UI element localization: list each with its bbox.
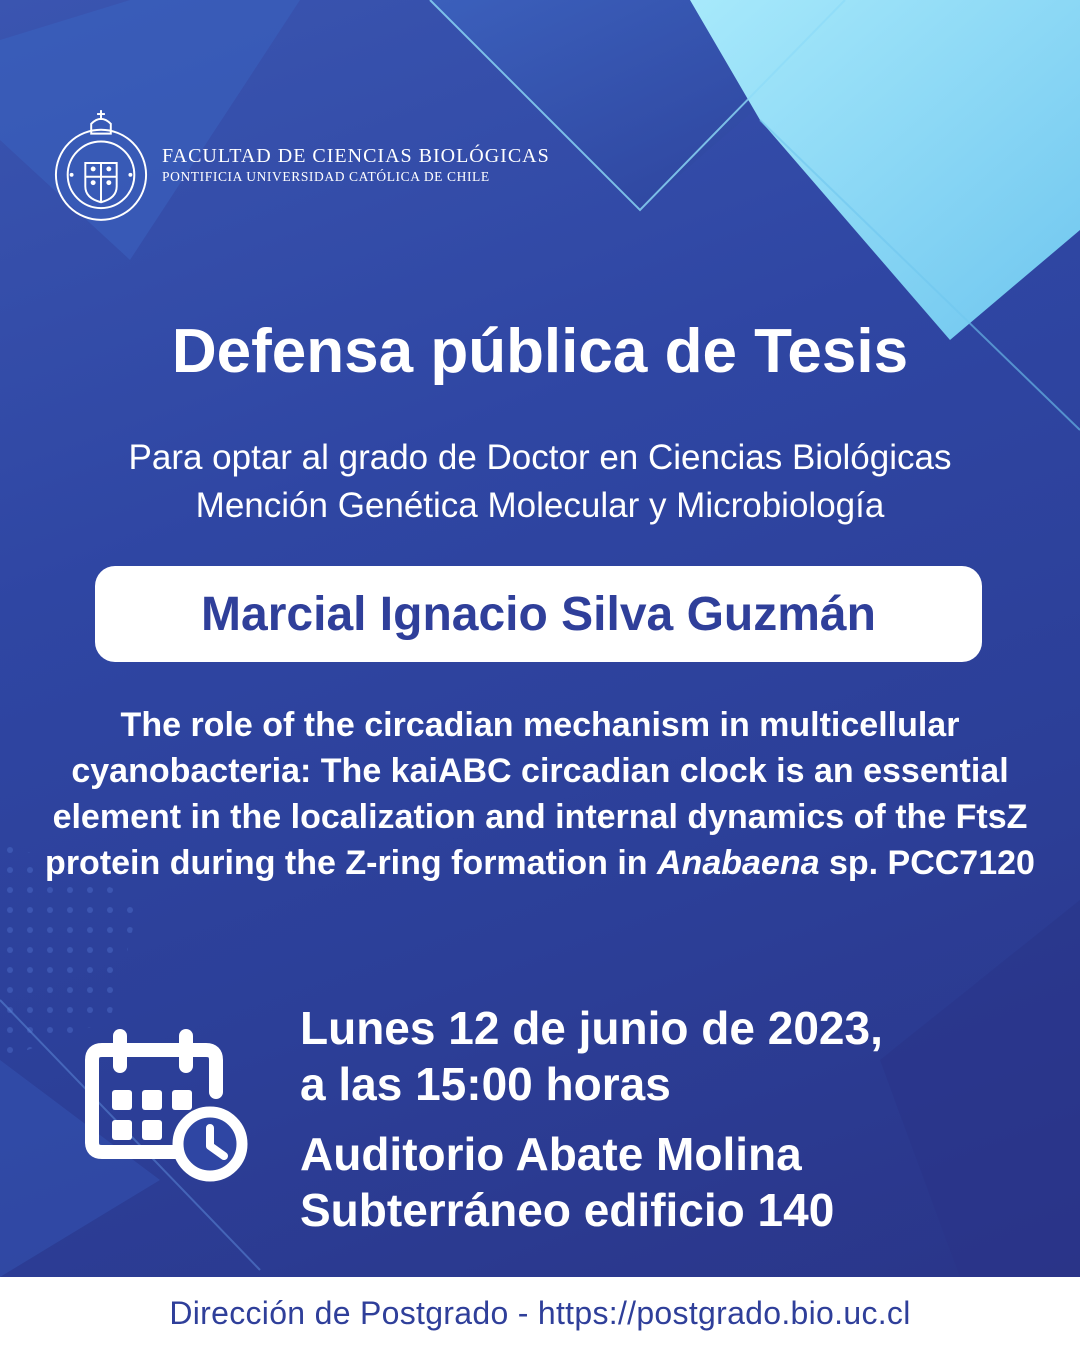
degree-line: Para optar al grado de Doctor en Ciencias Biológicas: [128, 438, 952, 477]
event-details: [300, 1000, 883, 1238]
institution-text: [162, 144, 550, 186]
thesis-title-strain: sp. PCC7120: [828, 844, 1035, 882]
venue-location: Subterráneo edificio 140: [300, 1184, 835, 1236]
thesis-title-genus: Anabaena: [657, 844, 820, 882]
page-title: Defensa pública de Tesis: [171, 317, 909, 386]
thesis-title-main: The role of the circadian mechanism in multicellular cyanobacteria: The kaiABC circadian clock is an essential element in the localization and internal dynamics of the FtsZ protein during the Z-ring formation in: [45, 706, 1028, 882]
thesis-title: [30, 702, 1050, 886]
venue-name: Auditorio Abate Molina: [300, 1128, 802, 1180]
calendar-clock-icon: [80, 1026, 250, 1186]
footer-link[interactable]: Dirección de Postgrado - https://postgrado.bio.uc.cl: [169, 1295, 911, 1331]
university-seal-icon: [52, 106, 150, 224]
degree-subtitle: [0, 434, 1080, 530]
candidate-name: Marcial Ignacio Silva Guzmán: [201, 587, 876, 641]
event-time: a las 15:00 horas: [300, 1058, 671, 1110]
footer-bar: [0, 1277, 1080, 1350]
event-venue: [300, 1126, 883, 1238]
event-date: Lunes 12 de junio de 2023,: [300, 1002, 883, 1054]
candidate-box: [95, 566, 982, 662]
university-name: PONTIFICIA UNIVERSIDAD CATÓLICA DE CHILE: [162, 169, 490, 184]
event-datetime: [300, 1000, 883, 1112]
faculty-name: FACULTAD DE CIENCIAS BIOLÓGICAS: [162, 145, 550, 167]
mention-line: Mención Genética Molecular y Microbiología: [195, 486, 885, 525]
institution-header: [52, 106, 550, 224]
